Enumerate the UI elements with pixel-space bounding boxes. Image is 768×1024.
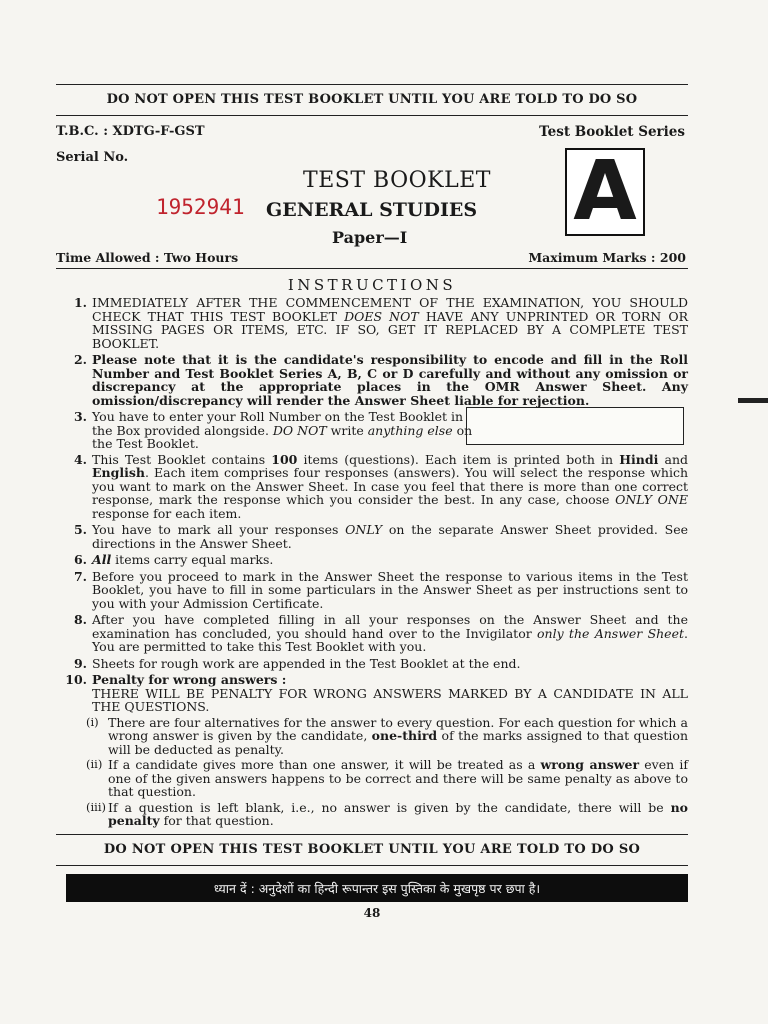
- serial-number: 1952941: [156, 195, 245, 219]
- bottom-notice: DO NOT OPEN THIS TEST BOOKLET UNTIL YOU ARE TOLD TO DO SO: [103, 842, 641, 857]
- hindi-note-bar: [66, 874, 688, 902]
- item-number: 4.: [73, 451, 87, 467]
- item-text: Please note that it is the candidate's responsibility to encode and fill in the Roll Number and Test Booklet Series A, B, C or D carefully and without any omission or discrepancy at the appropriate places in the OMR Answer Sheet. Any omission/discrepancy will render the Answer Sheet liable for rejection.: [92, 352, 688, 408]
- booklet-title: TEST BOOKLET: [303, 168, 491, 193]
- maximum-marks: Maximum Marks : 200: [528, 250, 686, 265]
- item-text: You have to mark all your responses ONLY on the separate Answer Sheet provided. See directions in the Answer Sheet.: [92, 522, 688, 551]
- sub-number: (ii): [86, 757, 103, 771]
- page-number: 48: [363, 906, 381, 920]
- sub-number: (iii): [86, 799, 107, 814]
- item-number: 3.: [73, 409, 87, 424]
- hindi-note: ध्यान दें : अनुदेशों का हिन्दी रूपान्तर इस पुस्तिका के मुखपृष्ठ पर छपा है।: [213, 880, 541, 896]
- top-notice: DO NOT OPEN THIS TEST BOOKLET UNTIL YOU ARE TOLD TO DO SO: [106, 92, 638, 107]
- series-letter: A: [573, 144, 637, 239]
- item-text: After you have completed filling in all your responses on the Answer Sheet and the examination has concluded, you should hand over to the Invigilator only the Answer Sheet. You are permitted to take this Test Booklet with you.: [92, 612, 688, 654]
- instruction-2: [56, 353, 688, 407]
- item-number: 5.: [73, 522, 87, 537]
- serial-label: Serial No.: [56, 150, 129, 165]
- item-text: This Test Booklet contains 100 items (questions). Each item is printed both in Hindi and English. Each item comprises four responses (answers). You will select the response which you want to mark on the Answer Sheet. In case you feel that there is more than one correct response, mark the response which you consider the best. In any case, choose ONLY ONE response for each item.: [92, 451, 688, 521]
- series-box: [565, 144, 645, 239]
- subject-title: GENERAL STUDIES: [266, 199, 478, 221]
- penalty-rule-1: [86, 716, 688, 757]
- footer-rule: [56, 834, 688, 835]
- series-label: Test Booklet Series: [539, 124, 685, 140]
- instructions-heading: INSTRUCTIONS: [287, 276, 457, 294]
- instructions-rule: [56, 268, 688, 269]
- instruction-6: [56, 553, 688, 567]
- penalty-rule-3: [86, 801, 688, 828]
- penalty-heading: Penalty for wrong answers :: [92, 672, 287, 687]
- header-rule: [56, 115, 688, 116]
- instruction-8: [56, 613, 688, 654]
- instruction-5: [56, 523, 688, 550]
- instruction-1: [56, 296, 688, 350]
- item-text: All items carry equal marks.: [92, 552, 274, 567]
- item-number: 1.: [73, 295, 87, 310]
- time-allowed: Time Allowed : Two Hours: [56, 250, 239, 265]
- item-text: Penalty for wrong answers : THERE WILL BE PENALTY FOR WRONG ANSWERS MARKED BY A CANDIDATE IN ALL THE QUESTIONS.: [92, 672, 688, 714]
- paper-label: Paper—I: [332, 228, 408, 247]
- item-text: IMMEDIATELY AFTER THE COMMENCEMENT OF THE EXAMINATION, YOU SHOULD CHECK THAT THIS TEST BOOKLET DOES NOT HAVE ANY UNPRINTED OR TORN OR MISSING PAGES OR ITEMS, ETC. IF SO, GET IT REPLACED BY A COMPLETE TEST BOOKLET.: [92, 295, 688, 351]
- sub-text: If a candidate gives more than one answer, it will be treated as a wrong answer even if one of the given answers happens to be correct and there will be same penalty as above to that question.: [108, 757, 688, 799]
- item-text: Sheets for rough work are appended in the Test Booklet at the end.: [92, 655, 521, 671]
- item-number: 7.: [73, 568, 87, 584]
- sub-number: (i): [86, 714, 99, 729]
- instructions-list: [56, 296, 688, 828]
- instruction-3: [56, 410, 688, 451]
- top-rule: [56, 84, 688, 85]
- item-text: Before you proceed to mark in the Answer Sheet the response to various items in the Test Booklet, you have to fill in some particulars in the Answer Sheet as per instructions sent to you with your Admission Certificate.: [92, 568, 688, 611]
- instruction-9: [56, 657, 688, 671]
- item-number: 2.: [73, 352, 87, 367]
- item-text: You have to enter your Roll Number on the Test Booklet in the Box provided alongside. DO NOT write anything else on the Test Booklet.: [92, 409, 473, 451]
- tbc-code: T.B.C. : XDTG-F-GST: [56, 124, 205, 139]
- instruction-10: [56, 673, 688, 714]
- sub-text: If a question is left blank, i.e., no answer is given by the candidate, there will be no penalty for that question.: [108, 799, 688, 828]
- item-number: 10.: [65, 672, 87, 687]
- footer-rule-2: [56, 865, 688, 866]
- item-number: 6.: [73, 552, 87, 567]
- item-number: 8.: [73, 612, 87, 627]
- sub-text: There are four alternatives for the answer to every question. For each question for which a wrong answer is given by the candidate, one-third of the marks assigned to that question will be deducted as penalty.: [108, 714, 688, 757]
- instruction-7: [56, 570, 688, 611]
- penalty-rule-2: [86, 758, 688, 799]
- edge-mark: [738, 398, 768, 403]
- item-number: 9.: [73, 655, 87, 671]
- instruction-4: [56, 453, 688, 521]
